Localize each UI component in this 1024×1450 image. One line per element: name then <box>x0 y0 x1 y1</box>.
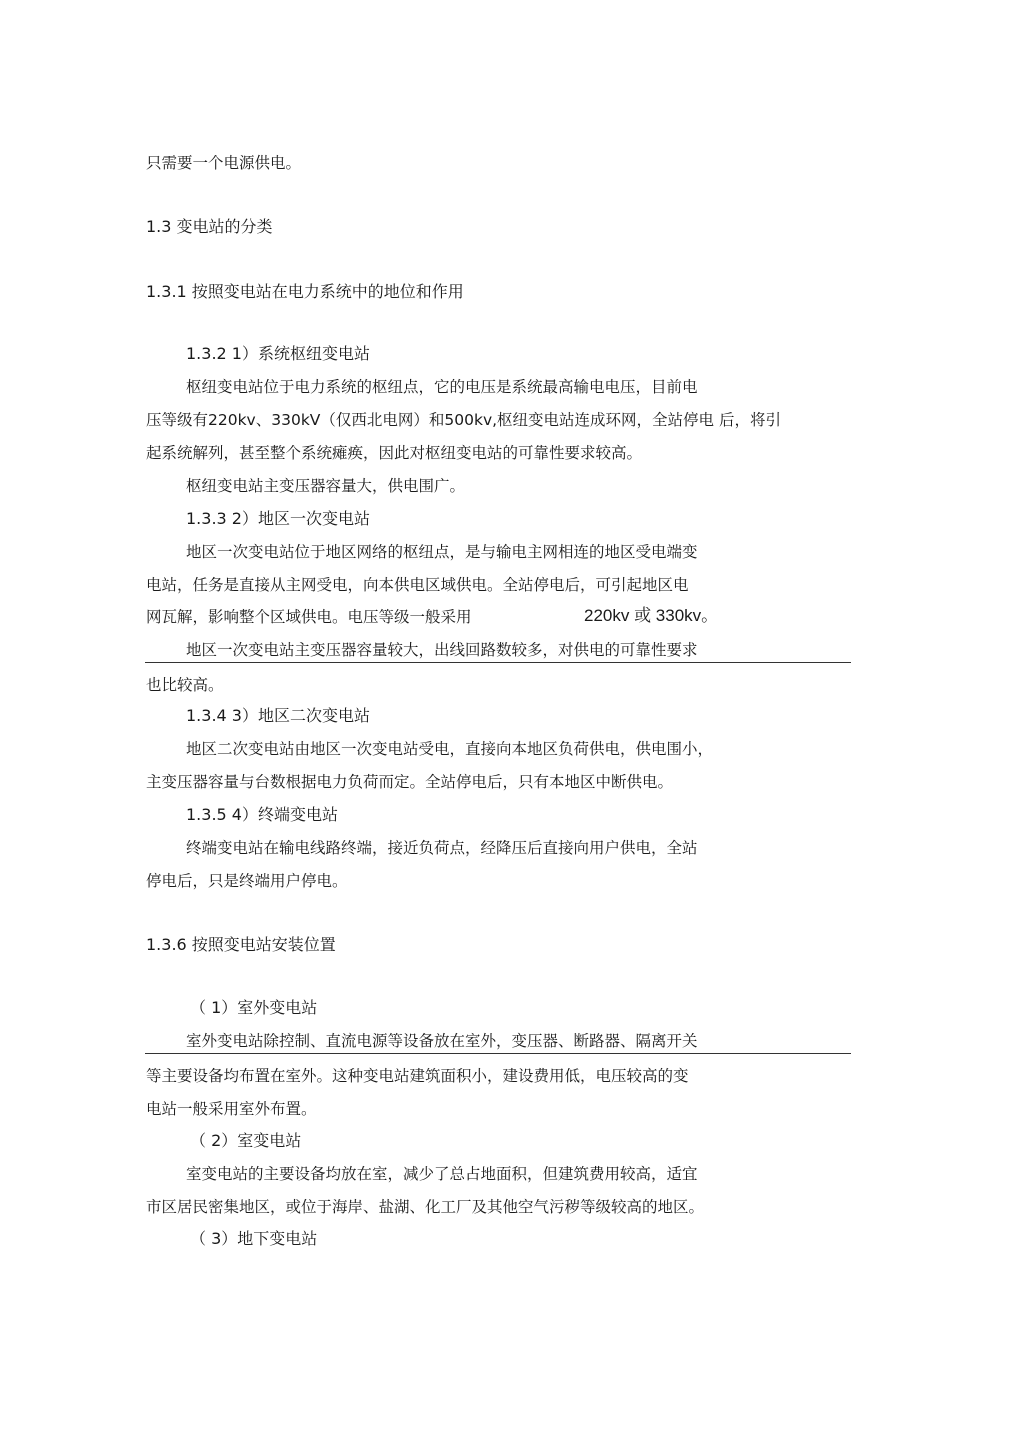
paragraph-line: 终端变电站在输电线路终端，接近负荷点，经降压后直接向用户供电，全站 <box>186 839 698 857</box>
paragraph-line: 电站一般采用室外布置。 <box>146 1100 317 1118</box>
section-heading-1-3-4: 1.3.4 3）地区二次变电站 <box>186 706 370 725</box>
paragraph-line-voltage: 220kv 或 330kv。 <box>584 606 719 625</box>
paragraph-line: 地区二次变电站由地区一次变电站受电，直接向本地区负荷供电，供电围小， <box>186 740 714 758</box>
section-heading-1-3-1: 1.3.1 按照变电站在电力系统中的地位和作用 <box>146 282 464 301</box>
paragraph-line: 电站，任务是直接从主网受电，向本供电区域供电。全站停电后，可引起地区电 <box>146 576 689 594</box>
paragraph-line: 停电后，只是终端用户停电。 <box>146 872 348 890</box>
section-heading-1-3-3: 1.3.3 2）地区一次变电站 <box>186 509 370 528</box>
paragraph-line: 地区一次变电站位于地区网络的枢纽点，是与输电主网相连的地区受电端变 <box>186 543 698 561</box>
intro-text: 只需要一个电源供电。 <box>146 154 302 172</box>
paragraph-line: 室变电站的主要设备均放在室，减少了总占地面积，但建筑费用较高，适宜 <box>186 1165 698 1183</box>
paragraph-line: 地区一次变电站主变压器容量较大，出线回路数较多，对供电的可靠性要求 <box>186 641 698 659</box>
section-heading-1-3-2: 1.3.2 1）系统枢纽变电站 <box>186 344 370 363</box>
list-item-heading: （ 3）地下变电站 <box>190 1229 318 1248</box>
paragraph-line: 网瓦解，影响整个区域供电。电压等级一般采用 <box>146 608 472 626</box>
paragraph-line: 等主要设备均布置在室外。这种变电站建筑面积小，建设费用低，电压较高的变 <box>146 1067 689 1085</box>
paragraph-line: 枢纽变电站主变压器容量大，供电围广。 <box>186 477 466 495</box>
paragraph-line: 室外变电站除控制、直流电源等设备放在室外，变压器、断路器、隔离开关 <box>186 1032 698 1050</box>
list-item-heading: （ 2）室变电站 <box>190 1131 302 1150</box>
horizontal-rule <box>145 662 851 663</box>
paragraph-line: 枢纽变电站位于电力系统的枢纽点，它的电压是系统最高输电电压，目前电 <box>186 378 698 396</box>
section-heading-1-3-6: 1.3.6 按照变电站安装位置 <box>146 935 336 954</box>
section-heading-1-3-5: 1.3.5 4）终端变电站 <box>186 805 338 824</box>
paragraph-line: 市区居民密集地区，或位于海岸、盐湖、化工厂及其他空气污秽等级较高的地区。 <box>146 1198 705 1216</box>
section-heading-1-3: 1.3 变电站的分类 <box>146 217 273 236</box>
paragraph-line: 也比较高。 <box>146 676 224 694</box>
paragraph-line: 压等级有220kv、330kV（仅西北电网）和500kv,枢纽变电站连成环网，全站停电 后，将引 <box>146 411 781 429</box>
list-item-heading: （ 1）室外变电站 <box>190 998 318 1017</box>
paragraph-line: 主变压器容量与台数根据电力负荷而定。全站停电后，只有本地区中断供电。 <box>146 773 674 791</box>
paragraph-line: 起系统解列，甚至整个系统瘫痪，因此对枢纽变电站的可靠性要求较高。 <box>146 444 643 462</box>
horizontal-rule <box>145 1053 851 1054</box>
